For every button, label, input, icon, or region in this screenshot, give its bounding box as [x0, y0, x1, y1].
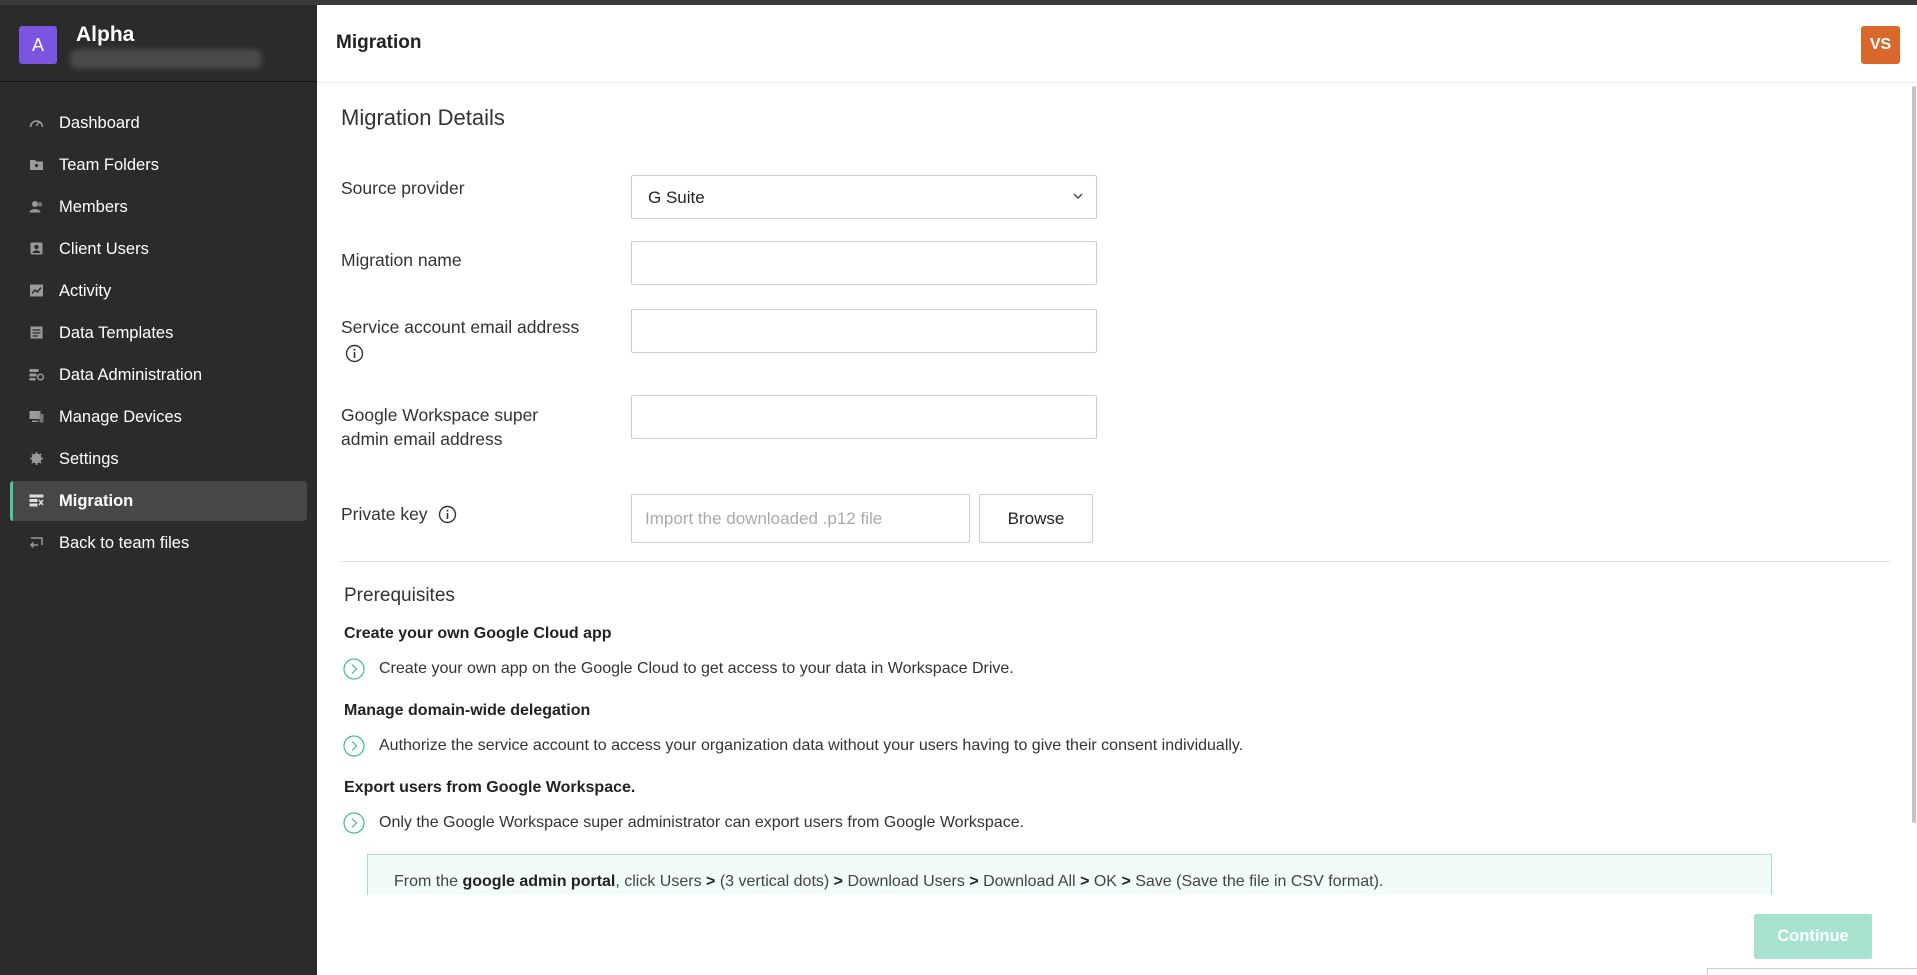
prereq-item-export-users — [343, 812, 1024, 834]
back-icon — [29, 536, 44, 549]
sidebar-item-settings[interactable] — [10, 439, 307, 479]
service-account-email-label-text: Service account email address — [341, 317, 580, 337]
prereq-text: Create your own app on the Google Cloud to get access to your data in Workspace Drive. — [379, 660, 1014, 677]
prerequisites-title: Prerequisites — [344, 585, 455, 606]
note-separator: > — [706, 873, 716, 890]
sidebar-item-label: Data Administration — [59, 365, 203, 384]
note-text-dots: (3 vertical dots) — [719, 873, 830, 890]
sidebar-item-client-users[interactable] — [10, 229, 307, 269]
source-provider-value: G Suite — [648, 188, 705, 207]
continue-button[interactable]: Continue — [1754, 914, 1872, 959]
sidebar-item-label: Members — [59, 197, 128, 216]
section-title: Migration Details — [341, 105, 505, 130]
service-account-email-label — [341, 315, 579, 363]
chevron-circle-icon[interactable] — [343, 735, 365, 757]
sidebar-item-team-folders[interactable] — [10, 145, 307, 185]
source-provider-label: Source provider — [341, 178, 465, 198]
user-avatar[interactable]: VS — [1861, 26, 1900, 64]
info-icon[interactable] — [345, 344, 364, 363]
section-divider — [341, 561, 1890, 562]
prereq-item-delegation — [343, 735, 1243, 757]
sidebar-item-label: Manage Devices — [59, 407, 182, 426]
prereq-text: Only the Google Workspace super administrator can export users from Google Workspace. — [379, 814, 1025, 831]
super-admin-label-line2: admin email address — [341, 429, 503, 449]
sidebar-item-migration[interactable] — [10, 481, 307, 521]
sidebar-item-data-templates[interactable] — [10, 313, 307, 353]
migration-name-input[interactable] — [631, 241, 1097, 285]
team-folders-icon — [29, 158, 44, 171]
chevron-circle-icon[interactable] — [343, 812, 365, 834]
brand-header[interactable] — [0, 5, 317, 82]
chevron-circle-icon[interactable] — [343, 658, 365, 680]
note-text-download-all: Download All — [983, 873, 1076, 890]
prereq-heading-cloud-app: Create your own Google Cloud app — [344, 625, 612, 642]
sidebar-item-label: Team Folders — [59, 155, 159, 174]
note-separator: > — [969, 873, 979, 890]
browse-button[interactable]: Browse — [979, 494, 1093, 543]
private-key-label — [341, 502, 457, 526]
chevron-down-icon — [1072, 191, 1084, 201]
sidebar-item-manage-devices[interactable] — [10, 397, 307, 437]
page-title: Migration — [336, 32, 422, 53]
sidebar-item-label: Back to team files — [59, 533, 190, 552]
brand-subtitle-blurred — [70, 49, 262, 69]
migration-form-panel — [317, 83, 1917, 975]
sidebar — [0, 5, 317, 975]
super-admin-label-line1: Google Workspace super — [341, 405, 539, 425]
note-separator: > — [833, 873, 844, 890]
members-icon — [29, 200, 44, 213]
private-key-label-text: Private key — [341, 504, 428, 524]
note-text-download-users: Download Users — [847, 873, 965, 890]
sidebar-item-label: Data Templates — [59, 323, 174, 342]
prereq-heading-export-users: Export users from Google Workspace. — [344, 779, 636, 796]
sidebar-item-activity[interactable] — [10, 271, 307, 311]
settings-icon — [29, 452, 44, 465]
private-key-placeholder: Import the downloaded .p12 file — [645, 509, 883, 528]
note-portal-name: google admin portal — [462, 873, 616, 890]
sidebar-item-members[interactable] — [10, 187, 307, 227]
note-separator: > — [1080, 873, 1090, 890]
vertical-scrollbar[interactable] — [1911, 83, 1917, 895]
export-instructions-note — [367, 854, 1772, 898]
migration-name-label: Migration name — [341, 250, 462, 270]
bottom-right-widget-edge — [1707, 968, 1917, 975]
dashboard-icon — [29, 116, 44, 129]
sidebar-item-dashboard[interactable] — [10, 103, 307, 143]
manage-devices-icon — [29, 410, 44, 423]
info-icon[interactable] — [438, 505, 457, 524]
sidebar-item-back-to-team-files[interactable] — [10, 523, 307, 563]
source-provider-select[interactable] — [631, 175, 1097, 219]
service-account-email-input[interactable] — [631, 309, 1097, 353]
prereq-text: Authorize the service account to access your organization data without your users having to give their consent individually. — [379, 737, 1244, 754]
scrollbar-thumb[interactable] — [1912, 86, 1916, 823]
private-key-file-input[interactable] — [631, 494, 970, 543]
note-prefix: From the — [394, 873, 459, 890]
note-text-users: , click Users — [615, 873, 702, 890]
sidebar-nav — [0, 103, 317, 565]
prereq-item-cloud-app — [343, 658, 1014, 680]
activity-icon — [29, 284, 44, 297]
prereq-heading-delegation: Manage domain-wide delegation — [344, 702, 591, 719]
note-text-save: Save (Save the file in CSV format). — [1135, 873, 1384, 890]
sidebar-item-label: Dashboard — [59, 113, 140, 132]
note-separator: > — [1121, 873, 1131, 890]
page-header — [317, 5, 1917, 83]
data-templates-icon — [29, 326, 44, 339]
brand-avatar: A — [19, 26, 57, 64]
migration-icon — [29, 494, 44, 507]
sidebar-item-label: Client Users — [59, 239, 149, 258]
note-text-ok: OK — [1093, 873, 1117, 890]
super-admin-email-input[interactable] — [631, 395, 1097, 439]
data-administration-icon — [29, 368, 44, 381]
sidebar-item-data-administration[interactable] — [10, 355, 307, 395]
sidebar-item-label: Migration — [59, 491, 134, 510]
brand-name: Alpha — [76, 23, 135, 46]
form-footer — [317, 895, 1917, 975]
sidebar-item-label: Settings — [59, 449, 119, 468]
super-admin-email-label — [341, 403, 538, 451]
client-users-icon — [29, 242, 44, 255]
sidebar-item-label: Activity — [59, 281, 112, 300]
